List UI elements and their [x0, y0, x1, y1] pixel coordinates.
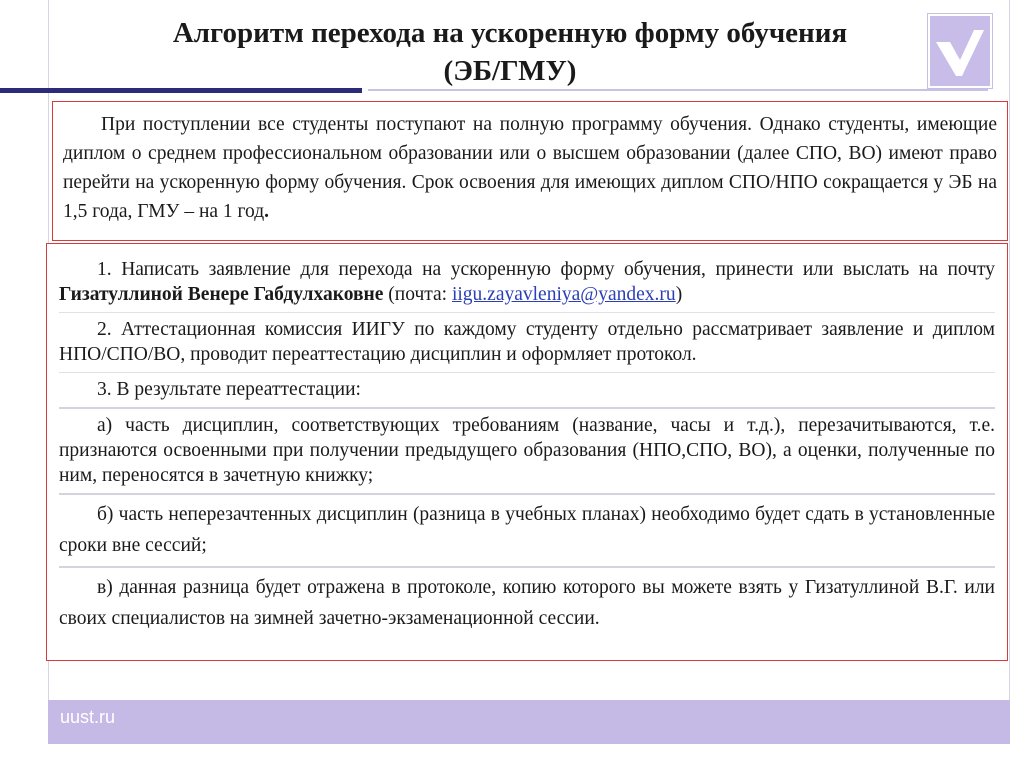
step-1-mail-prefix: (почта:: [383, 284, 452, 305]
steps-box: [46, 243, 1008, 661]
intro-text: При поступлении все студенты поступают на полную программу обучения. Однако студенты, имеющие диплом о среднем профессиональном образовании или о высшем образовании (далее СПО, ВО) имеют право перейти на ускоренную форму обучения. Срок освоения для имеющих диплом СПО/НПО сокращается у ЭБ на 1,5 года, ГМУ – на 1 год: [63, 114, 997, 222]
title-underline-light: [368, 89, 988, 91]
contact-name: Гизатуллиной Венере Габдулхаковне: [59, 284, 384, 305]
title-line-1: Алгоритм перехода на ускоренную форму обучения: [172, 17, 848, 49]
footer-site[interactable]: uust.ru: [60, 707, 116, 727]
footer-bar: [48, 700, 1010, 744]
step-3c: в) данная разница будет отражена в протоколе, копию которого вы можете взять у Гизатуллиной В.Г. или своих специалистов на зимней зачетно-экзаменационной сессии.: [59, 577, 995, 629]
step-2: 2. Аттестационная комиссия ИИГУ по каждому студенту отдельно рассматривает заявление и диплом НПО/СПО/ВО, проводит переаттестацию дисциплин и оформляет протокол.: [59, 319, 995, 365]
step-1-mail-suffix: ): [675, 284, 683, 305]
intro-end-mark: .: [264, 201, 270, 222]
divider: [59, 566, 995, 568]
divider: [59, 407, 995, 409]
step-3a: а) часть дисциплин, соответствующих требованиям (название, часы и т.д.), перезачитываются, т.е. признаются освоенными при получении предыдущего образования (НПО,СПО, ВО), а оценки, полученные по ним, переносятся в зачетную книжку;: [59, 415, 995, 486]
divider: [59, 312, 995, 313]
page-title: [60, 14, 960, 90]
divider: [59, 372, 995, 373]
step-3: 3. В результате переаттестации:: [97, 379, 361, 400]
university-logo-icon: [928, 14, 992, 88]
title-line-2: (ЭБ/ГМУ): [443, 55, 577, 87]
email-link[interactable]: iigu.zayavleniya@yandex.ru: [451, 284, 676, 305]
divider: [59, 493, 995, 495]
title-underline-dark: [0, 88, 362, 93]
step-1: [59, 256, 995, 309]
step-1-text: 1. Написать заявление для перехода на ускоренную форму обучения, принести или выслать на почту: [97, 259, 995, 280]
intro-box: [52, 101, 1008, 241]
intro-paragraph: [63, 110, 997, 226]
step-3b: б) часть неперезачтенных дисциплин (разница в учебных планах) необходимо будет сдать в установленные сроки вне сессий;: [59, 504, 995, 556]
